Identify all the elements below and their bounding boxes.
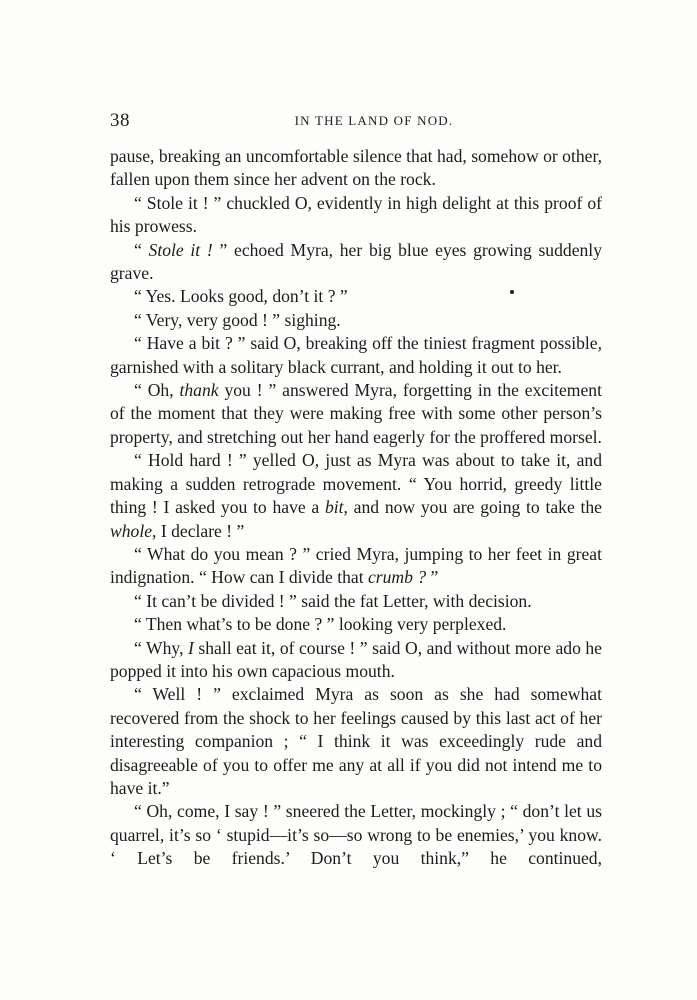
emphasis: crumb ? (367, 567, 427, 588)
body-text (110, 145, 602, 871)
paragraph: “ Very, very good ! ” sighing. (134, 309, 341, 330)
emphasis: bit (324, 497, 344, 518)
emphasis: I (187, 637, 194, 658)
paragraph: “ Hold hard ! ” yelled O, just as Myra was about to take it, and making a sudden retrograde movement. “ You horrid, greedy little thing ! I asked you to have a bit, and now you are going to take the whole, I declare ! ” (110, 450, 602, 541)
paragraph: “ What do you mean ? ” cried Myra, jumping to her feet in great indignation. “ How can I divide that crumb ? ” (110, 543, 602, 588)
paragraph: “ Oh, come, I say ! ” sneered the Letter, mockingly ; “ don’t let us quarrel, it’s so ‘ stupid—it’s so—so wrong to be enemies,’ you know. ‘ Let’s be friends.’ Don’t you think,” he continued, (110, 801, 602, 869)
page-number: 38 (110, 110, 130, 131)
paragraph: “ Well ! ” exclaimed Myra as soon as she had somewhat recovered from the shock to her feelings caused by this last act of her interesting companion ; “ I think it was exceedingly rude and disagreeable of you to offer me any at all if you did not intend me to have it.” (110, 684, 602, 798)
paragraph: pause, breaking an uncomfortable silence that had, somehow or other, fallen upon them since her advent on the rock. (110, 146, 602, 190)
emphasis: whole (110, 520, 153, 541)
running-title: IN THE LAND OF NOD. (294, 113, 454, 128)
paragraph: “ Why, I shall eat it, of course ! ” said O, and without more ado he popped it into his own capacious mouth. (110, 637, 602, 681)
paragraph: “ Oh, thank you ! ” answered Myra, forgetting in the excitement of the moment that they were making free with some other person’s property, and stretching out her hand eagerly for the proffered morsel. (110, 380, 602, 447)
paragraph: “ Stole it ! ” chuckled O, evidently in high delight at this proof of his prowess. (110, 192, 602, 237)
running-head (110, 110, 602, 136)
paragraph: “ Yes. Looks good, don’t it ? ” (134, 286, 348, 307)
paragraph: “ Stole it ! ” echoed Myra, her big blue eyes growing suddenly grave. (110, 239, 602, 284)
paragraph: “ It can’t be divided ! ” said the fat Letter, with decision. (134, 590, 532, 611)
print-speck (510, 290, 514, 294)
emphasis: Stole it ! (148, 239, 213, 260)
paragraph: “ Have a bit ? ” said O, breaking off the tiniest fragment possible, garnished with a solitary black currant, and holding it out to her. (110, 333, 602, 377)
paragraph: “ Then what’s to be done ? ” looking very perplexed. (134, 614, 507, 635)
emphasis: thank (179, 380, 219, 401)
